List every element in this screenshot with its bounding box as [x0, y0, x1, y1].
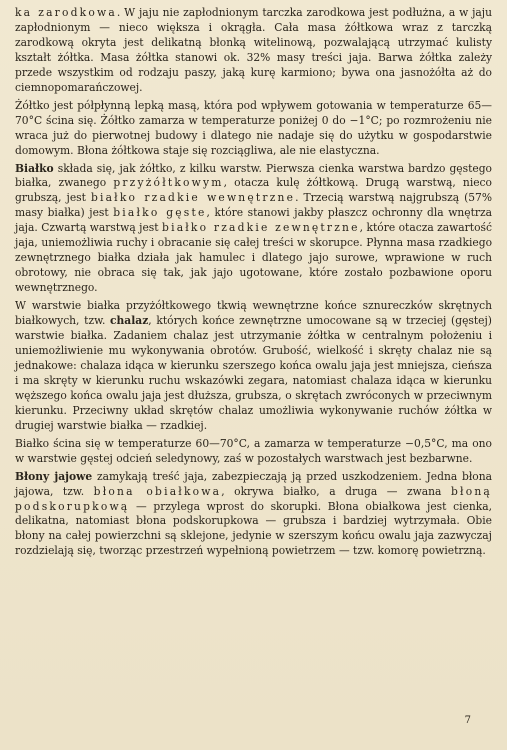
text-run: , okrywa białko, a druga — zwana	[221, 484, 451, 498]
text-run: , których końce zewnętrzne umocowane są w trzeciej (gęstej) warstwie białka. Zadaniem chalaz jest utrzymanie żółtka w centralnym położeniu i uniemożliwienie mu wykonywania obrotów. Grubość, wielkość i skręty chalaz nie są jednakowe: chalaza idąca w kierunku szerszego końca owalu jaja jest mniejsza, cieńsza i ma skręty w kierunku ruchu wskazówki zegara, natomiast chalaza idąca w kierunku węższego końca owalu jaja jest dłuższa, grubsza, o skrętach zwróconych w przeciwnym kierunku. Przeciwny układ skrętów chalaz umożliwia wykonywanie ruchów żółtka w drugiej warstwie białka — rzadkiej.	[15, 314, 492, 432]
spaced-term: błona obiałkowa	[93, 484, 222, 498]
text-body	[15, 6, 492, 559]
page-number: 7	[464, 715, 471, 726]
bold-term: chalaz	[110, 314, 149, 328]
paragraph	[15, 437, 492, 467]
spaced-term: białko gęste	[113, 206, 207, 220]
text-run: , otacza kulę żółtkową. Drugą warstwą, nieco grubszą, jest	[15, 176, 492, 205]
spaced-term: przyżółtkowym	[113, 176, 224, 190]
bold-term: Błony jajowe	[15, 469, 93, 483]
spaced-term: białko rzadkie zewnętrzne	[162, 221, 360, 235]
text-run: zamykają treść jaja, zabezpieczają ją przed uszkodzeniem. Jedna błona jajowa, tzw.	[15, 469, 492, 498]
paragraph	[15, 99, 492, 159]
paragraph	[15, 6, 492, 96]
paragraph	[15, 470, 492, 560]
spaced-term: błoną podskorupkową	[15, 484, 492, 513]
text-run: . W jaju nie zapłodnionym tarczka zarodkowa jest podłużna, a w jaju zapłodnionym — nieco większa i okrągła. Cała masa żółtkowa wraz z tarczką zarodkową okryta jest delikatną błonką witelinową, pozwalającą utrzymać kulisty kształt żółtka. Masa żółtka stanowi ok. 32% masy treści jaja. Barwa żółtka zależy przede wszystkim od rodzaju paszy, jaką kurę karmiono; bywa ona jasnożółta aż do ciemnopomarańczowej.	[15, 6, 492, 94]
spaced-term: ka zarodkowa	[15, 6, 117, 19]
text-run: — przylega wprost do skorupki. Błona obiałkowa jest cienka, delikatna, natomiast błona podskorupkowa — grubsza i bardziej wytrzymała. Obie błony na całej powierzchni są sklejone, jedynie w szerszym końcu owalu jaja zazwyczaj rozdzielają się, tworząc przestrzeń wypełnioną powietrzem — tzw. komorę powietrzną.	[15, 499, 492, 558]
text-run: Białko ścina się w temperaturze 60—70°C, a zamarza w temperaturze −0,5°C, ma ono w warstwie gęstej odcień seledynowy, zaś w pozostałych warstwach jest bezbarwne.	[15, 436, 492, 465]
paragraph	[15, 299, 492, 434]
text-run: Żółtko jest półpłynną lepką masą, która pod wpływem gotowania w temperaturze 65—70°C ścina się. Żółtko zamarza w temperaturze poniżej 0 do −1°C; po rozmrożeniu nie wraca już do pierwotnej budowy i dlatego nie nadaje się do użytku w gospodarstwie domowym. Błona żółtkowa staje się rozciągliwa, ale nie elastyczna.	[15, 98, 492, 157]
text-run: , które otacza zawartość jaja, uniemożliwia ruchy i obracanie się całej treści w skorupce. Płynna masa rzadkiego zewnętrznego białka działa jak hamulec i dlatego jajo surowe, wprawione w ruch obrotowy, nie obraca się tak, jak jajo ugotowane, które zostało pozbawione oporu wewnętrznego.	[15, 221, 492, 295]
text-run: W warstwie białka przyżółtkowego tkwią wewnętrzne końce sznureczków skrętnych białkowych, tzw.	[15, 299, 492, 328]
bold-term: Białko	[15, 161, 54, 175]
text-run: składa się, jak żółtko, z kilku warstw. Pierwsza cienka warstwa bardzo gęstego białka, zwanego	[15, 161, 492, 190]
text-run: . Trzecią warstwą najgrubszą (57% masy białka) jest	[15, 191, 492, 220]
text-run: , które stanowi jakby płaszcz ochronny dla wnętrza jaja. Czwartą warstwą jest	[15, 206, 492, 235]
paragraph	[15, 162, 492, 297]
spaced-term: białko rzadkie wewnętrzne	[90, 191, 296, 205]
